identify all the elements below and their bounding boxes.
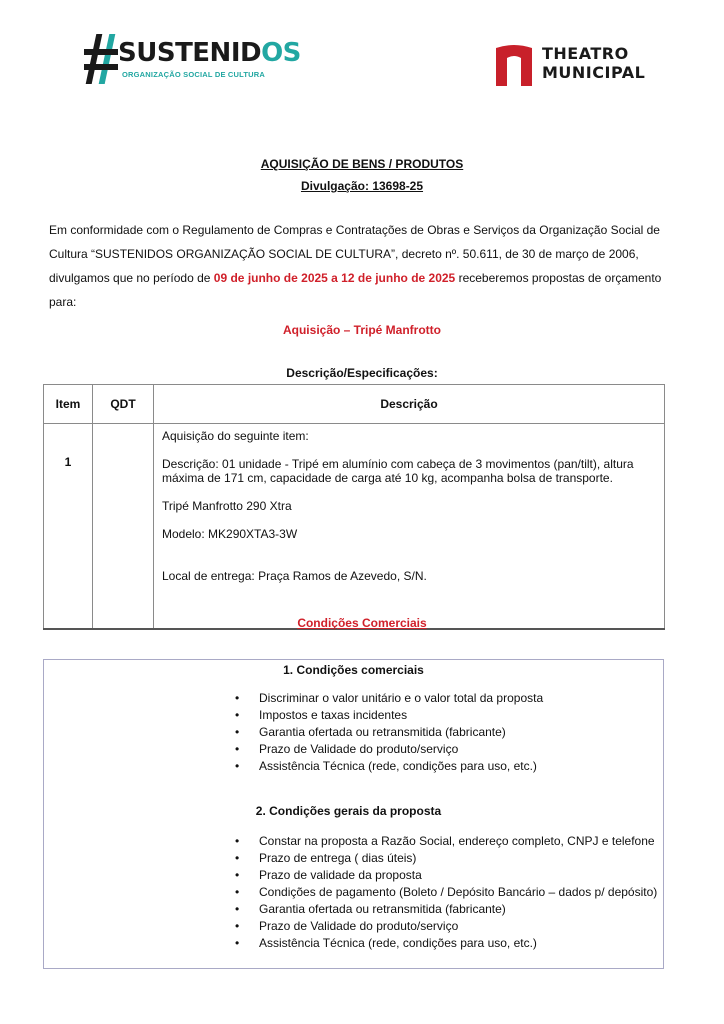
publication-number: Divulgação: 13698-25 [300, 179, 424, 193]
item-number: 1 [44, 424, 93, 630]
table-row [44, 424, 665, 630]
list-item: • Garantia ofertada ou retransmitida (fabricante) [232, 901, 662, 918]
theatre-arch-icon [496, 44, 532, 86]
item-description [154, 424, 665, 630]
list-item: • Condições de pagamento (Boleto / Depósito Bancário – dados p/ depósito) [232, 884, 662, 901]
document-title: AQUISIÇÃO DE BENS / PRODUTOS [260, 157, 464, 171]
list-item: • Prazo de validade da proposta [232, 867, 662, 884]
header-item: Item [44, 385, 93, 424]
proposal-period: 09 de junho de 2025 a 12 de junho de 2025 [213, 271, 456, 285]
list-item: • Assistência Técnica (rede, condições para uso, etc.) [232, 935, 662, 952]
list-item: • Prazo de entrega ( dias úteis) [232, 850, 662, 867]
intro-paragraph: Em conformidade com o Regulamento de Compras e Contratações de Obras e Serviços da Organização Social de Cultura “SUSTENIDOS ORGANIZAÇÃO SOCIAL DE CULTURA”, decreto nº. 50.611, de 30 de março de 2006, divulgamos que no período de 09 de junho de 2025 a 12 de junho de 2025 receberemos propostas de orçamento para: [49, 223, 662, 309]
conditions-title: Condições Comerciais [297, 616, 427, 630]
section1-heading: 1. Condições comerciais [283, 663, 424, 677]
header-qdt: QDT [93, 385, 154, 424]
list-item: • Prazo de Validade do produto/serviço [232, 741, 662, 758]
list-item: • Prazo de Validade do produto/serviço [232, 918, 662, 935]
list-item: • Assistência Técnica (rede, condições para uso, etc.) [232, 758, 662, 775]
description-line: Modelo: MK290XTA3-3W [162, 527, 298, 541]
section2-heading: 2. Condições gerais da proposta [255, 804, 442, 818]
list-item: • Garantia ofertada ou retransmitida (fabricante) [232, 724, 662, 741]
item-quantity [93, 424, 154, 630]
description-line: Local de entrega: Praça Ramos de Azevedo, S/N. [162, 569, 427, 583]
conditions-box [43, 659, 664, 969]
section1-list [232, 690, 662, 775]
table-header-row [44, 385, 665, 424]
theatre-name: THEATRO MUNICIPAL [542, 44, 646, 82]
brand-name: SUSTENIDOS [118, 38, 301, 68]
hashtag-icon [84, 34, 118, 84]
sustenidos-logo [84, 34, 301, 88]
section2-list [232, 833, 662, 952]
list-item: • Impostos e taxas incidentes [232, 707, 662, 724]
theatro-municipal-logo [496, 44, 661, 88]
description-line: Descrição: 01 unidade - Tripé em alumínio com cabeça de 3 movimentos (pan/tilt), altura máxima de 171 cm, capacidade de carga até 10 kg, acompanha bolsa de transporte. [162, 457, 634, 485]
brand-subtitle: ORGANIZAÇÃO SOCIAL DE CULTURA [122, 70, 266, 79]
items-table [43, 384, 665, 630]
header-description: Descrição [154, 385, 665, 424]
list-item: • Discriminar o valor unitário e o valor total da proposta [232, 690, 662, 707]
description-line: Aquisição do seguinte item: [162, 429, 309, 443]
specifications-heading: Descrição/Especificações: [286, 366, 438, 380]
description-line: Tripé Manfrotto 290 Xtra [162, 499, 292, 513]
list-item: • Constar na proposta a Razão Social, endereço completo, CNPJ e telefone [232, 833, 662, 850]
acquisition-title: Aquisição – Tripé Manfrotto [282, 323, 441, 337]
